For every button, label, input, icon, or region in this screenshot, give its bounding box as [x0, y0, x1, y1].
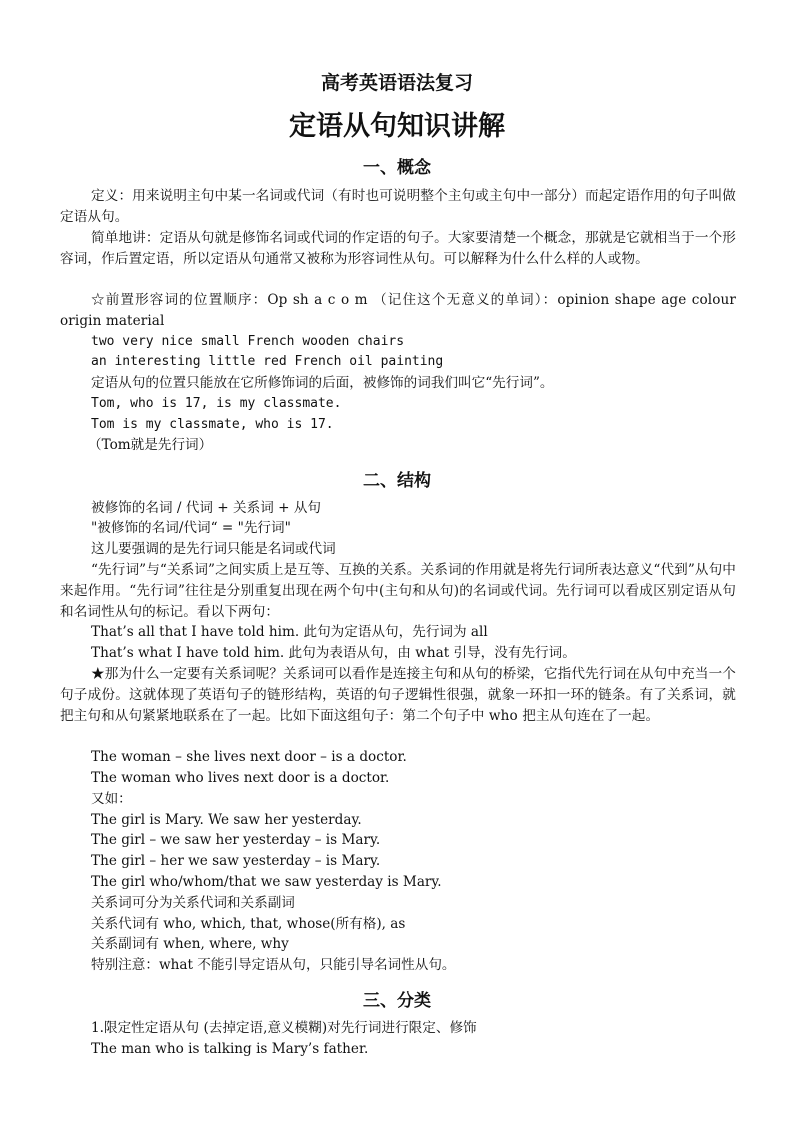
antecedent-paragraph: “先行词”与“关系词”之间实质上是互等、互换的关系。关系词的作用就是将先行词所表达意义“代到”从句中来起作用。“先行词”往往是分别重复出现在两个句中(主句和从句)的名词或代词。先行词可以看成区别定语从句和名词性从句的标记。看以下两句：	[60, 562, 736, 620]
example-line: The woman – she lives next door – is a doctor.	[91, 749, 407, 765]
text-line: 定语从句的位置只能放在它所修饰词的后面，被修饰的词我们叫它“先行词”。	[91, 375, 554, 391]
text-line: 又如：	[91, 791, 132, 807]
example-line: The girl – her we saw yesterday – is Mary.	[91, 853, 381, 869]
definition-paragraph: 定义：用来说明主句中某一名词或代词（有时也可说明整个主句或主句中一部分）而起定语作用的句子叫做定语从句。	[60, 188, 736, 225]
document-subtitle: 高考英语语法复习	[320, 72, 473, 94]
example-line: The girl – we saw her yesterday – is Mary.	[91, 832, 381, 848]
example-line: Tom, who is 17, is my classmate.	[91, 396, 342, 411]
section-heading-structure: 二、结构	[363, 471, 431, 491]
section-heading-classification: 三、分类	[363, 991, 431, 1011]
example-line: an interesting little red French oil painting	[91, 354, 444, 369]
example-line: The girl is Mary. We saw her yesterday.	[91, 812, 362, 828]
example-line: The girl who/whom/that we saw yesterday is Mary.	[91, 874, 442, 890]
note-line: （Tom就是先行词）	[88, 437, 213, 453]
text-line: 被修饰的名词 / 代词 + 关系词 + 从句	[91, 500, 322, 516]
text-line: 特别注意：what 不能引导定语从句，只能引导名词性从句。	[91, 957, 456, 973]
text-line: 关系副词有 when, where, why	[91, 936, 289, 952]
section-heading-concept: 一、概念	[363, 158, 431, 178]
example-line: The woman who lives next door is a doctor.	[91, 770, 390, 786]
example-line: Tom is my classmate, who is 17.	[91, 417, 334, 432]
text-line: 1.限定性定语从句 (去掉定语,意义模糊)对先行词进行限定、修饰	[91, 1020, 477, 1036]
example-line: That’s what I have told him. 此句为表语从句，由 what 引导，没有先行词。	[91, 645, 576, 661]
document-title: 定语从句知识讲解	[289, 111, 505, 142]
text-line: 这儿要强调的是先行词只能是名词或代词	[91, 541, 336, 557]
relative-word-paragraph: ★那为什么一定要有关系词呢？关系词可以看作是连接主句和从句的桥梁，它指代先行词在从句中充当一个句子成份。这就体现了英语句子的链形结构，英语的句子逻辑性很强，就象一环扣一环的链条。有了关系词，就把主句和从句紧紧地联系在了一起。比如下面这组句子：第二个句子中 who 把主从句连在了一起。	[60, 666, 736, 724]
text-line: "被修饰的名词/代词“ = "先行词"	[91, 520, 291, 536]
text-line: 关系代词有 who, which, that, whose(所有格), as	[91, 916, 406, 932]
text-line: 关系词可分为关系代词和关系副词	[91, 895, 295, 911]
example-line: The man who is talking is Mary’s father.	[91, 1041, 369, 1057]
example-line: That’s all that I have told him. 此句为定语从句，先行词为 all	[91, 624, 488, 640]
adjective-order-paragraph: ☆前置形容词的位置顺序：Op sh a c o m （记住这个无意义的单词）：opinion shape age colour origin material	[60, 292, 736, 329]
simple-explanation-paragraph: 简单地讲：定语从句就是修饰名词或代词的作定语的句子。大家要清楚一个概念，那就是它就相当于一个形容词，作后置定语，所以定语从句通常又被称为形容词性从句。可以解释为什么什么样的人或物。	[60, 230, 736, 267]
example-line: two very nice small French wooden chairs	[91, 334, 405, 349]
